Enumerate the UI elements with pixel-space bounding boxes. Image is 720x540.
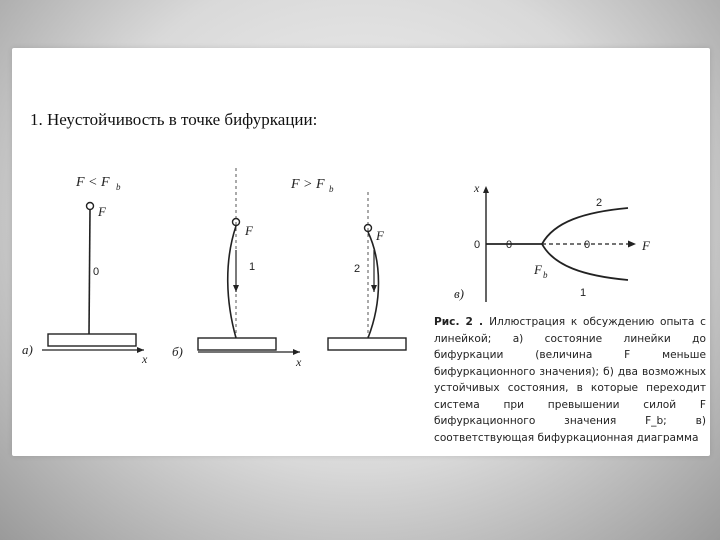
base-a — [48, 334, 136, 346]
force-label-a: F — [98, 204, 106, 219]
part-a-label: а) — [22, 342, 33, 357]
condition-b-label: F > F — [291, 177, 325, 192]
caption-lead: Рис. 2 . — [434, 316, 484, 328]
caption-text: Иллюстрация к обсуждению опыта с линейкой; а) состояние линейки до бифуркации (величина F меньше бифуркационного значения); б) два возможных устойчивых состояния, в которые переходит система при превышении силой F бифуркационного значения F_b; в) соответствующая бифуркационная диаграмма — [434, 316, 706, 444]
state-2-label: 2 — [354, 263, 361, 275]
bifurcation-figure — [14, 162, 708, 456]
branch-0-left-label: 0 — [506, 239, 513, 251]
slide-heading: 1. Неустойчивость в точке бифуркации: — [30, 110, 318, 129]
state-1-label: 1 — [249, 261, 256, 273]
state-0-label: 0 — [93, 266, 100, 278]
base-1 — [198, 338, 276, 350]
diagram-x-label: x — [474, 181, 480, 195]
part-b-label: б) — [172, 344, 183, 359]
force-label-2: F — [376, 228, 384, 243]
force-point-a — [87, 203, 94, 210]
branch-2-label: 2 — [596, 197, 603, 209]
deflection-arrowhead-2 — [371, 285, 377, 292]
force-label-1: F — [245, 223, 253, 238]
branch-0-right-label: 0 — [584, 239, 591, 251]
part-c-label: в) — [454, 286, 464, 301]
diagram-f-axis-arrow — [628, 241, 636, 248]
bifurcation-point-label: F — [534, 262, 542, 277]
condition-a-subscript: b — [116, 182, 121, 192]
diagram-f-label: F — [642, 238, 650, 253]
deflection-arrowhead-1 — [233, 285, 239, 292]
diagram-y-axis-arrow — [483, 186, 489, 193]
ruler-bent-1 — [228, 226, 236, 338]
ruler-straight — [89, 210, 90, 334]
branch-1-label: 1 — [580, 287, 587, 299]
x-axis-b-label: x — [296, 355, 302, 369]
bifurcation-point-subscript: b — [543, 270, 548, 280]
x-axis-a-label: x — [142, 352, 148, 366]
base-2 — [328, 338, 406, 350]
condition-b-subscript: b — [329, 184, 334, 194]
diagram-origin-label: 0 — [474, 239, 481, 251]
figure-caption — [434, 314, 706, 446]
condition-a-label: F < F — [76, 175, 110, 190]
